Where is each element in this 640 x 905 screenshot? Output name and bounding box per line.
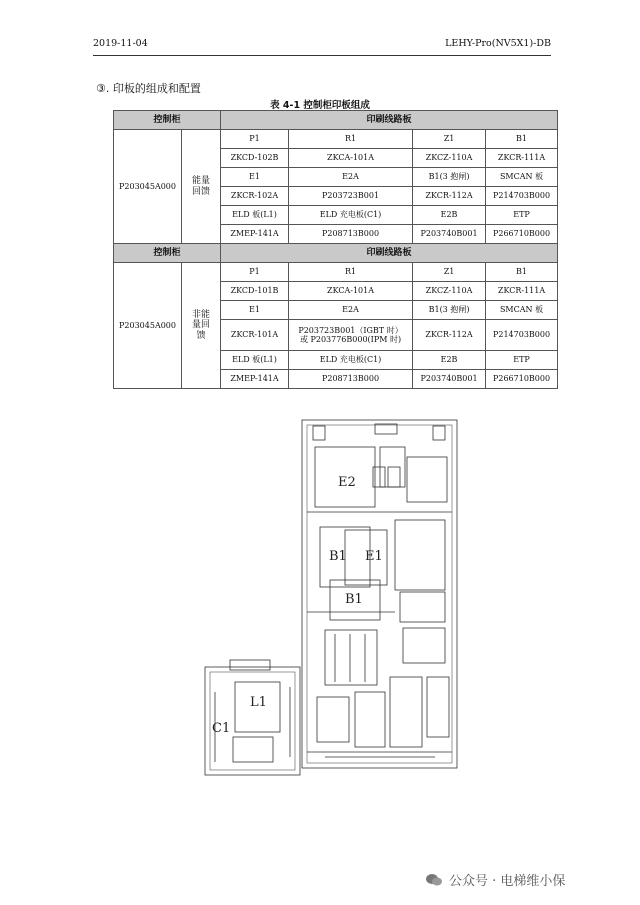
page-header	[93, 38, 551, 54]
header-date: 2019-11-04	[93, 38, 148, 49]
table-cell: ZKCR-101A	[221, 320, 289, 351]
table-cell: ZKCR-112A	[413, 187, 486, 206]
watermark	[425, 870, 565, 889]
type-cell: 非能 量回 馈	[182, 263, 221, 389]
table-cell: ZKCZ-110A	[413, 149, 486, 168]
pcb-table	[113, 110, 558, 389]
table-cell: ZKCD-101B	[221, 282, 289, 301]
table-cell: P214703B000	[486, 320, 558, 351]
table-cell: P203723B001（IGBT 时） 或 P203776B000(IPM 时)	[289, 320, 413, 351]
table-cell: P208713B000	[289, 370, 413, 389]
table-cell: P208713B000	[289, 225, 413, 244]
table-cell: P203723B001	[289, 187, 413, 206]
watermark-text: 公众号 · 电梯维小保	[449, 874, 566, 889]
table-cell: R1	[289, 130, 413, 149]
header-doc-id: LEHY-Pro(NV5X1)-DB	[445, 38, 551, 49]
wechat-icon	[425, 873, 443, 887]
cabinet-cell: P203045A000	[114, 263, 182, 389]
cabinet-layout-drawing	[195, 412, 475, 787]
table-header-row	[114, 244, 558, 263]
cabinet-cell: P203045A000	[114, 130, 182, 244]
table-cell: P1	[221, 130, 289, 149]
header-rule	[93, 55, 551, 56]
label-b1: B1	[329, 549, 347, 564]
table-cell: P214703B000	[486, 187, 558, 206]
table-header-row	[114, 111, 558, 130]
table-cell: E1	[221, 301, 289, 320]
table-cell: P203740B001	[413, 370, 486, 389]
header-pcb: 印刷线路板	[221, 111, 558, 130]
table-cell: E2B	[413, 206, 486, 225]
table-cell: ELD 充电板(C1)	[289, 206, 413, 225]
table-cell: ZKCD-102B	[221, 149, 289, 168]
table-cell: E2A	[289, 168, 413, 187]
label-l1: L1	[250, 695, 267, 710]
table-cell: B1(3 抱闸)	[413, 301, 486, 320]
table-cell: E1	[221, 168, 289, 187]
table-cell: ZMEP-141A	[221, 225, 289, 244]
table-cell: P266710B000	[486, 225, 558, 244]
table-cell: ZKCR-102A	[221, 187, 289, 206]
table-cell: ETP	[486, 351, 558, 370]
table-cell: E2A	[289, 301, 413, 320]
table-cell: ELD 板(L1)	[221, 351, 289, 370]
table-caption: 表 4-1 控制柜印板组成	[270, 100, 370, 111]
header-cabinet: 控制柜	[114, 111, 221, 130]
table-cell: E2B	[413, 351, 486, 370]
table-cell: P1	[221, 263, 289, 282]
label-c1: C1	[212, 721, 231, 736]
table-cell: B1	[486, 263, 558, 282]
table-cell: ZKCR-111A	[486, 149, 558, 168]
table-cell: ZKCR-111A	[486, 282, 558, 301]
header-cabinet: 控制柜	[114, 244, 221, 263]
table-cell: P266710B000	[486, 370, 558, 389]
table-cell: Z1	[413, 263, 486, 282]
table-cell: SMCAN 板	[486, 168, 558, 187]
table-cell: R1	[289, 263, 413, 282]
header-pcb: 印刷线路板	[221, 244, 558, 263]
table-cell: ZMEP-141A	[221, 370, 289, 389]
table-cell: B1(3 抱闸)	[413, 168, 486, 187]
label-b1: B1	[345, 592, 363, 607]
table-row	[114, 130, 558, 149]
table-cell: B1	[486, 130, 558, 149]
label-e2: E2	[338, 475, 356, 490]
table-row	[114, 263, 558, 282]
label-e1: E1	[365, 549, 383, 564]
table-cell: Z1	[413, 130, 486, 149]
table-cell: P203740B001	[413, 225, 486, 244]
table-cell: ZKCA-101A	[289, 282, 413, 301]
type-cell: 能量 回馈	[182, 130, 221, 244]
table-cell: ZKCR-112A	[413, 320, 486, 351]
table-cell: ZKCZ-110A	[413, 282, 486, 301]
table-cell: ZKCA-101A	[289, 149, 413, 168]
table-cell: ETP	[486, 206, 558, 225]
section-title: ③. 印板的组成和配置	[96, 82, 201, 95]
table-cell: SMCAN 板	[486, 301, 558, 320]
table-cell: ELD 板(L1)	[221, 206, 289, 225]
table-cell: ELD 充电板(C1)	[289, 351, 413, 370]
